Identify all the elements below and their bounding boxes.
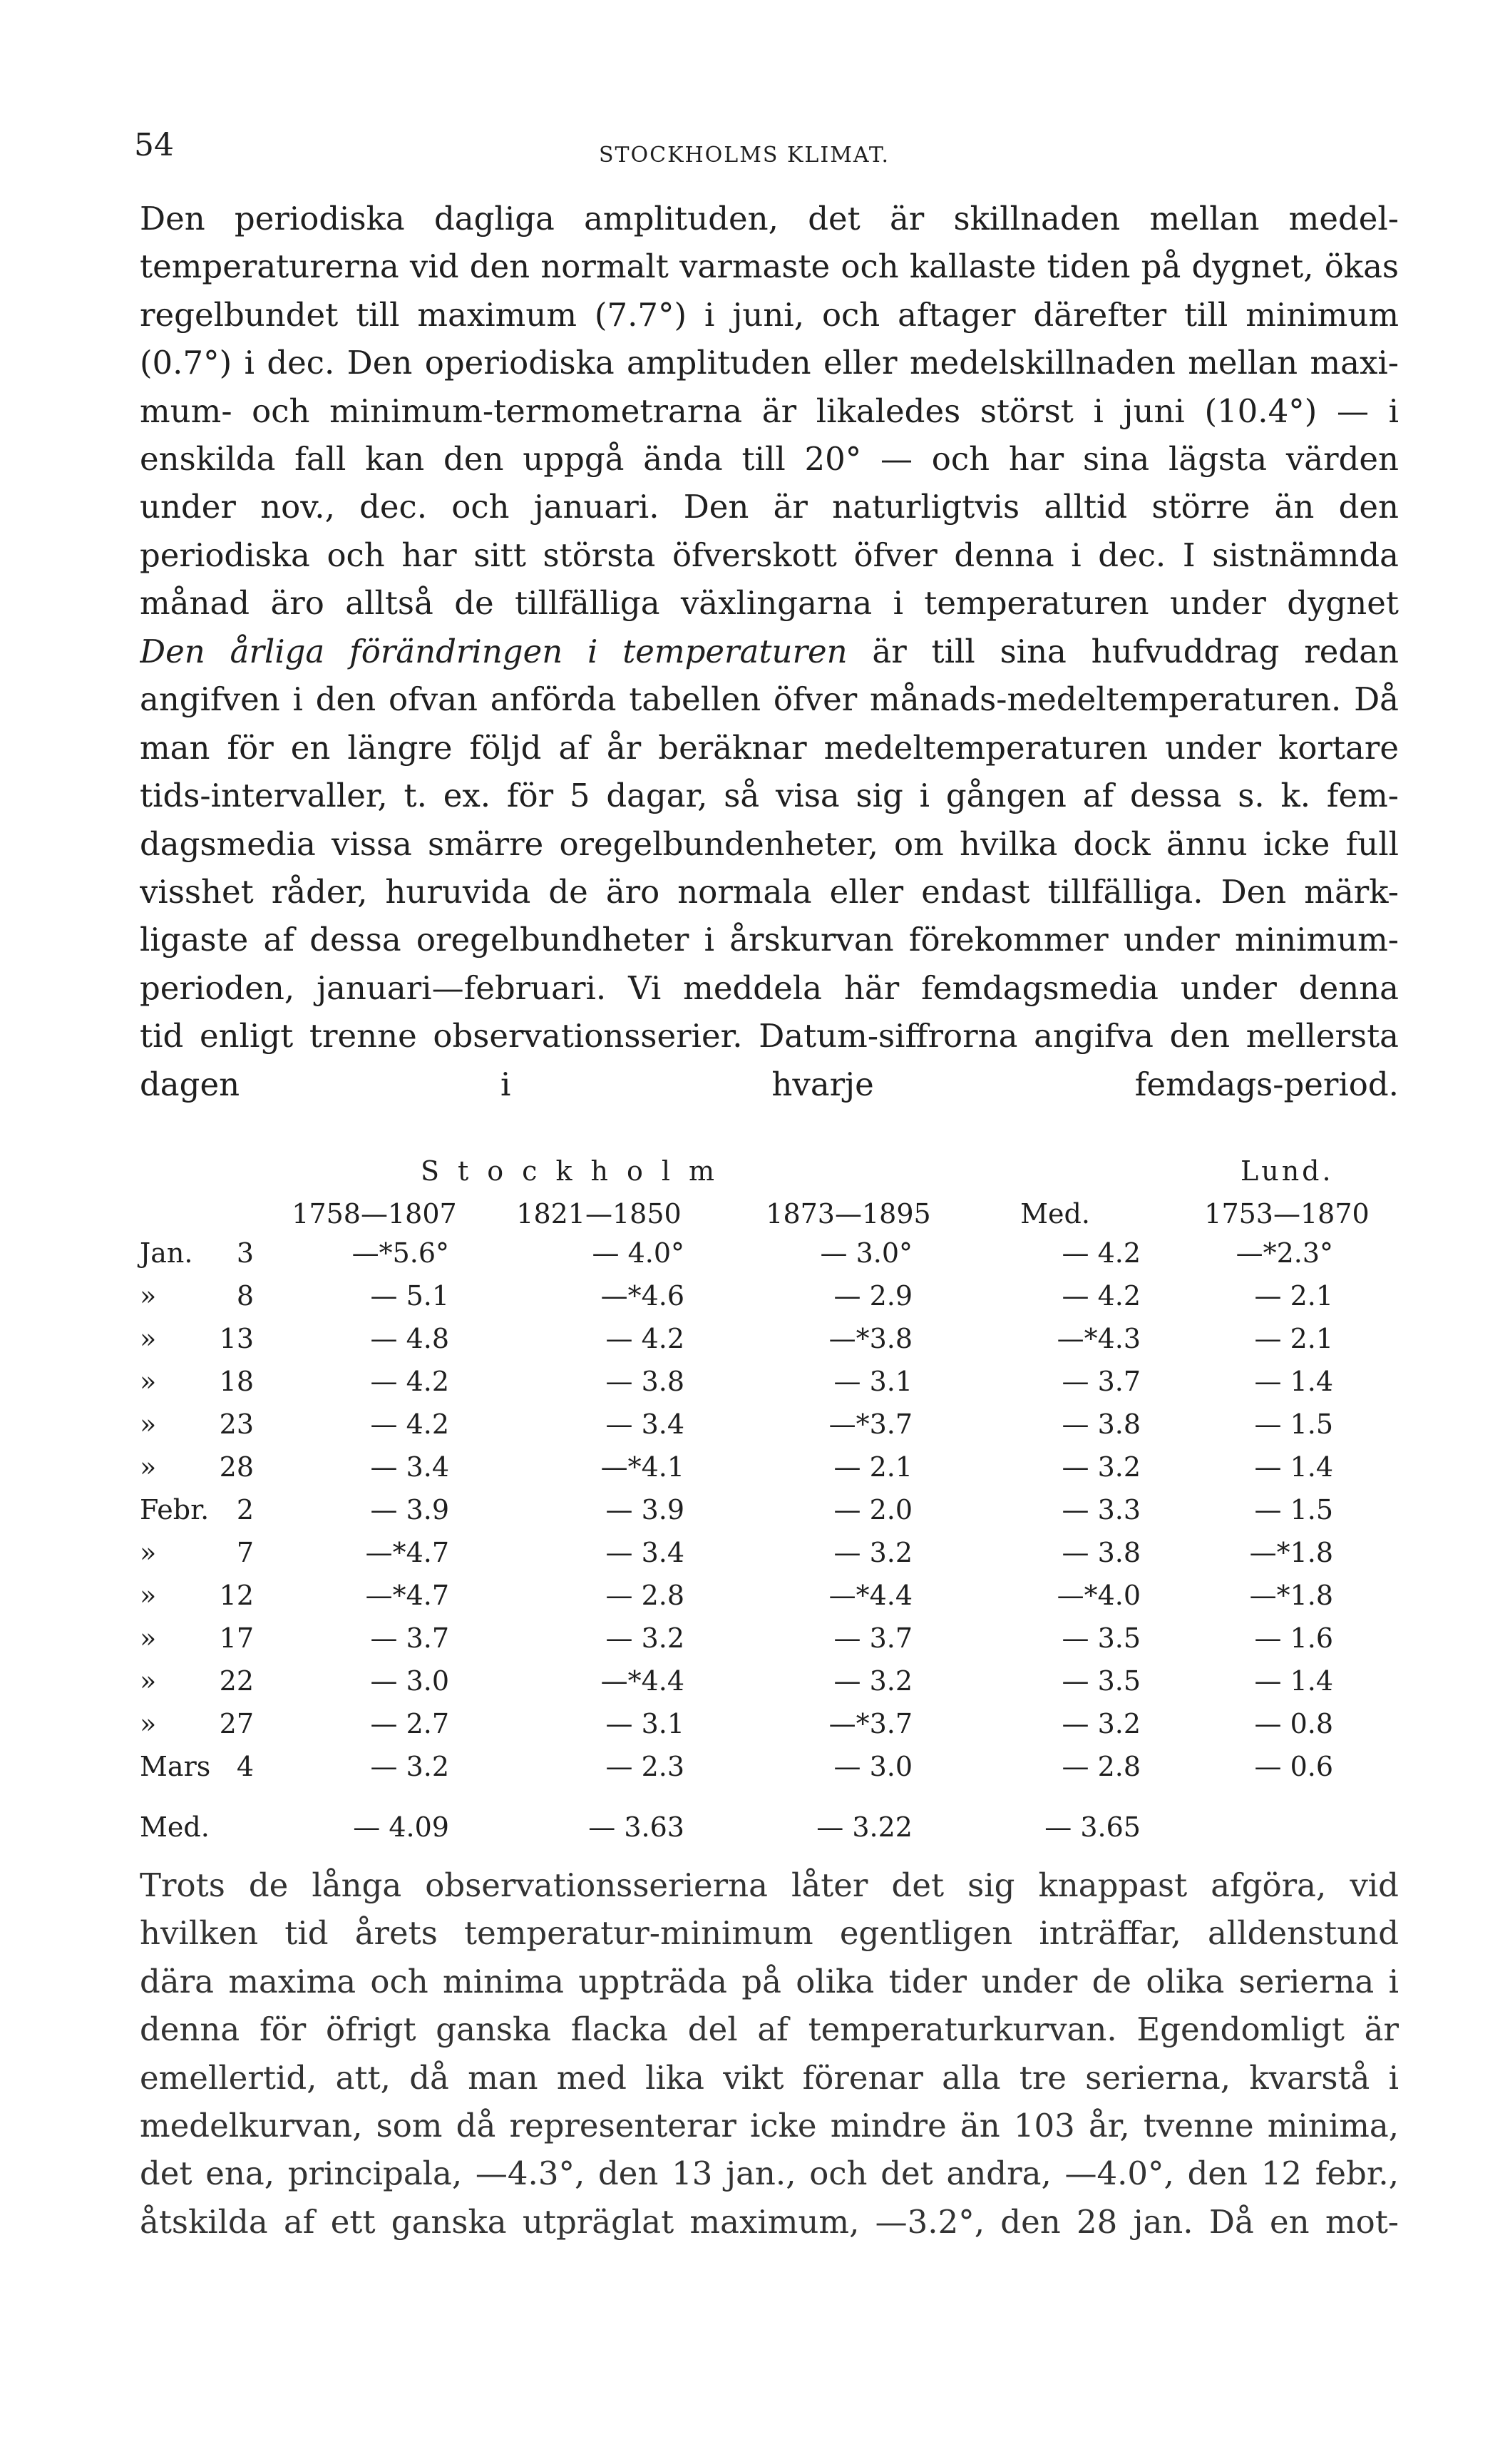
value-cell: —*4.1 (600, 1451, 684, 1483)
value-cell: — 4.2 (370, 1366, 449, 1397)
value-cell: — 3.0 (370, 1665, 449, 1697)
column-header: 1753—1870 (1204, 1198, 1370, 1230)
value-cell: — 2.3 (605, 1751, 684, 1782)
day-cell: 12 (219, 1580, 254, 1611)
value-cell: —*1.8 (1249, 1580, 1333, 1611)
day-cell: 22 (219, 1665, 254, 1697)
value-cell: — 4.09 (353, 1811, 449, 1843)
text-line: denna för öfrigt ganska flacka del af temperaturkurvan. Egendomligt är (140, 2010, 1399, 2049)
day-cell: 4 (236, 1751, 254, 1782)
value-cell: — 2.7 (370, 1708, 449, 1739)
text-line: (0.7°) i dec. Den operiodiska amplituden eller medelskillnaden mellan maxi- (140, 344, 1399, 382)
group-header-stockholm: Stockholm (421, 1155, 734, 1187)
value-cell: — 3.4 (605, 1409, 684, 1440)
value-cell: — 3.2 (833, 1537, 913, 1568)
group-header-lund: Lund. (1241, 1155, 1334, 1187)
value-cell: — 3.9 (605, 1494, 684, 1525)
text-line: tids-intervaller, t. ex. för 5 dagar, så visa sig i gången af dessa s. k. fem- (140, 777, 1399, 815)
month-cell: » (140, 1280, 157, 1312)
month-cell: » (140, 1580, 157, 1611)
day-cell: 27 (219, 1708, 254, 1739)
value-cell: — 4.8 (370, 1323, 449, 1354)
text-line: regelbundet till maximum (7.7°) i juni, och aftager därefter till minimum (140, 295, 1399, 334)
day-cell: 2 (236, 1494, 254, 1525)
table-row (0, 1451, 1510, 1494)
value-cell: —*4.3 (1057, 1323, 1141, 1354)
column-header: 1821—1850 (516, 1198, 682, 1230)
table-row (0, 1237, 1510, 1280)
value-cell: — 3.8 (605, 1366, 684, 1397)
text-line: Den periodiska dagliga amplituden, det är skillnaden mellan medel- (140, 200, 1399, 237)
value-cell: — 1.4 (1254, 1366, 1333, 1397)
text-line: det ena, principala, —4.3°, den 13 jan., och det andra, —4.0°, den 12 febr., (140, 2154, 1399, 2193)
table-row (0, 1366, 1510, 1409)
value-cell: — 3.65 (1044, 1811, 1141, 1843)
value-cell: — 4.2 (1062, 1280, 1141, 1312)
table-row (0, 1622, 1510, 1665)
text-line: periodiska och har sitt största öfverskott öfver denna i dec. I sistnämnda (140, 536, 1399, 574)
value-cell: — 3.5 (1062, 1665, 1141, 1697)
text-line: medelkurvan, som då representerar icke mindre än 103 år, tvenne minima, (140, 2106, 1399, 2145)
value-cell: — 3.7 (370, 1622, 449, 1654)
value-cell: — 1.4 (1254, 1665, 1333, 1697)
month-cell: » (140, 1323, 157, 1354)
month-cell: » (140, 1622, 157, 1654)
paragraph-amplitude (140, 195, 1399, 628)
month-cell: » (140, 1366, 157, 1397)
text-line: perioden, januari—februari. Vi meddela här femdagsmedia under denna (140, 968, 1399, 1007)
value-cell: — 3.2 (1062, 1451, 1141, 1483)
value-cell: — 3.1 (833, 1366, 913, 1397)
day-cell: 3 (236, 1237, 254, 1269)
value-cell: — 3.22 (816, 1811, 913, 1843)
value-cell: — 1.5 (1254, 1494, 1333, 1525)
value-cell: — 3.63 (588, 1811, 684, 1843)
day-cell: 7 (236, 1537, 254, 1568)
value-cell: —*4.7 (365, 1580, 449, 1611)
text-line: månad äro alltså de tillfälliga växlingarna i temperaturen under dygnet (140, 584, 1399, 623)
value-cell: — 3.8 (1062, 1409, 1141, 1440)
table-row (0, 1494, 1510, 1537)
value-cell: —*1.8 (1249, 1537, 1333, 1568)
value-cell: — 2.8 (1062, 1751, 1141, 1782)
day-cell: 18 (219, 1366, 254, 1397)
italic-phrase: Den årliga förändringen i temperaturen (140, 633, 848, 670)
value-cell: —*4.4 (600, 1665, 684, 1697)
text-line: man för en längre följd af år beräknar medeltemperaturen under kortare (140, 728, 1399, 767)
value-cell: —*4.4 (828, 1580, 913, 1611)
text-fragment: är till sina hufvuddrag redan (872, 633, 1399, 670)
text-line: enskilda fall kan den uppgå ända till 20° — och har sina lägsta värden (140, 439, 1399, 478)
value-cell: — 4.0° (592, 1237, 684, 1269)
table-row (0, 1811, 1510, 1854)
page-number: 54 (134, 127, 174, 163)
value-cell: — 3.8 (1062, 1537, 1141, 1568)
value-cell: — 3.3 (1062, 1494, 1141, 1525)
value-cell: — 2.9 (833, 1280, 913, 1312)
text-line: angifven i den ofvan anförda tabellen öfver månads-medeltemperaturen. Då (140, 680, 1399, 719)
value-cell: —*3.8 (828, 1323, 913, 1354)
running-head: STOCKHOLMS KLIMAT. (599, 143, 890, 168)
month-cell: » (140, 1409, 157, 1440)
table-row (0, 1708, 1510, 1751)
text-line: emellertid, att, då man med lika vikt förenar alla tre serierna, kvarstå i (140, 2058, 1399, 2097)
column-header: Med. (1020, 1198, 1090, 1230)
value-cell: —*5.6° (351, 1237, 449, 1269)
text-line: Trots de långa observationsserierna låter det sig knappast afgöra, vid (140, 1866, 1399, 1904)
value-cell: — 4.2 (1062, 1237, 1141, 1269)
text-line: tid enligt trenne observationsserier. Datum-siffrorna angifva den mellersta (140, 1017, 1399, 1055)
text-line: temperaturerna vid den normalt varmaste och kallaste tiden på dygnet, ökas (140, 247, 1399, 286)
day-cell: 17 (219, 1622, 254, 1654)
value-cell: — 3.5 (1062, 1622, 1141, 1654)
value-cell: — 3.9 (370, 1494, 449, 1525)
table-row (0, 1409, 1510, 1451)
table-row (0, 1751, 1510, 1794)
value-cell: —*3.7 (828, 1409, 913, 1440)
value-cell: — 0.6 (1254, 1751, 1333, 1782)
month-cell: Med. (140, 1811, 210, 1843)
month-cell: Mars (140, 1751, 211, 1782)
text-line: under nov., dec. och januari. Den är naturligtvis alltid större än den (140, 488, 1399, 526)
value-cell: — 2.8 (605, 1580, 684, 1611)
table-row (0, 1323, 1510, 1366)
value-cell: — 3.4 (370, 1451, 449, 1483)
day-cell: 13 (219, 1323, 254, 1354)
value-cell: —*4.7 (365, 1537, 449, 1568)
text-line: dära maxima och minima uppträda på olika tider under de olika serierna i (140, 1962, 1399, 2000)
value-cell: — 5.1 (370, 1280, 449, 1312)
paragraph-annual-change (140, 628, 1399, 1108)
month-cell: » (140, 1537, 157, 1568)
value-cell: — 2.1 (1254, 1323, 1333, 1354)
value-cell: — 3.0° (820, 1237, 913, 1269)
value-cell: — 3.0 (833, 1751, 913, 1782)
value-cell: —*4.6 (600, 1280, 684, 1312)
value-cell: —*3.7 (828, 1708, 913, 1739)
value-cell: — 3.7 (1062, 1366, 1141, 1397)
value-cell: — 3.2 (833, 1665, 913, 1697)
value-cell: — 1.6 (1254, 1622, 1333, 1654)
month-cell: » (140, 1708, 157, 1739)
value-cell: — 3.2 (605, 1622, 684, 1654)
value-cell: — 2.1 (833, 1451, 913, 1483)
value-cell: — 2.0 (833, 1494, 913, 1525)
value-cell: — 3.4 (605, 1537, 684, 1568)
month-cell: Jan. (140, 1237, 193, 1269)
value-cell: — 0.8 (1254, 1708, 1333, 1739)
text-line: hvilken tid årets temperatur-minimum egentligen inträffar, alldenstund (140, 1914, 1399, 1953)
text-line-first (140, 628, 1399, 675)
value-cell: — 4.2 (370, 1409, 449, 1440)
value-cell: — 3.7 (833, 1622, 913, 1654)
table-row (0, 1537, 1510, 1580)
text-line: mum- och minimum-termometrarna är likaledes störst i juni (10.4°) — i (140, 392, 1399, 430)
column-header: 1758—1807 (292, 1198, 457, 1230)
text-line: ligaste af dessa oregelbundheter i årskurvan förekommer under minimum- (140, 921, 1399, 959)
day-cell: 28 (219, 1451, 254, 1483)
value-cell: — 3.2 (1062, 1708, 1141, 1739)
month-cell: Febr. (140, 1494, 210, 1525)
text-line: visshet råder, huruvida de äro normala eller endast tillfälliga. Den märk- (140, 872, 1399, 911)
table-row (0, 1280, 1510, 1323)
column-header: 1873—1895 (766, 1198, 931, 1230)
paragraph-minimum (140, 1861, 1399, 2246)
table-row (0, 1665, 1510, 1708)
month-cell: » (140, 1451, 157, 1483)
day-cell: 23 (219, 1409, 254, 1440)
value-cell: —*4.0 (1057, 1580, 1141, 1611)
text-line: dagsmedia vissa smärre oregelbundenheter, om hvilka dock ännu icke full (140, 824, 1399, 863)
value-cell: — 3.2 (370, 1751, 449, 1782)
text-line: dagen i hvarje femdags-period. (140, 1065, 1399, 1103)
value-cell: — 1.4 (1254, 1451, 1333, 1483)
day-cell: 8 (236, 1280, 254, 1312)
value-cell: — 2.1 (1254, 1280, 1333, 1312)
value-cell: — 1.5 (1254, 1409, 1333, 1440)
value-cell: — 3.1 (605, 1708, 684, 1739)
month-cell: » (140, 1665, 157, 1697)
value-cell: —*2.3° (1236, 1237, 1333, 1269)
value-cell: — 4.2 (605, 1323, 684, 1354)
text-line: åtskilda af ett ganska utpräglat maximum, —3.2°, den 28 jan. Då en mot- (140, 2202, 1399, 2241)
table-row (0, 1580, 1510, 1622)
